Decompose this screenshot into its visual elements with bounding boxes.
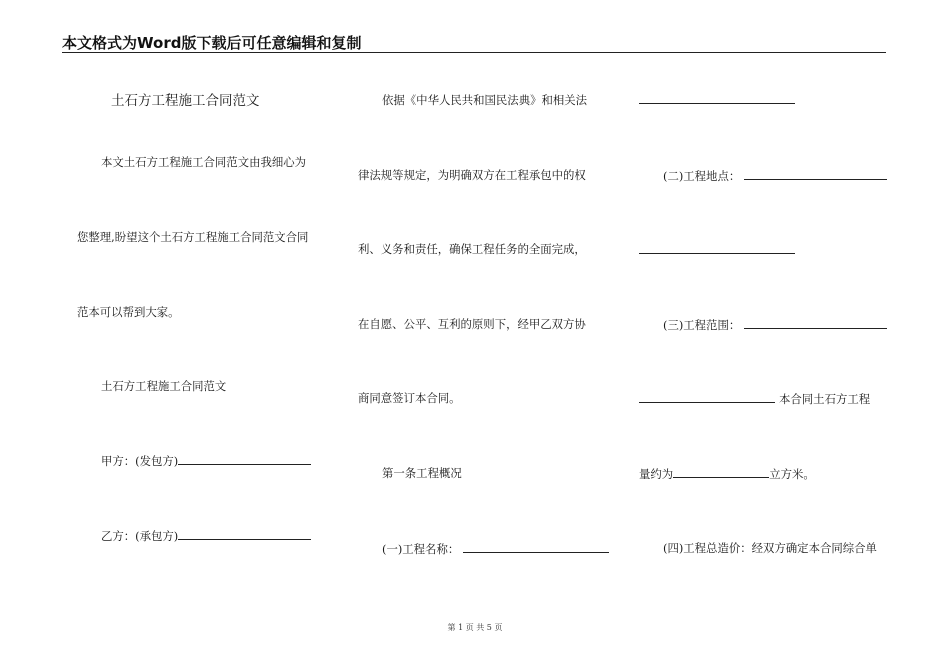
intro-line-2: 您整理,盼望这个土石方工程施工合同范文合同 — [77, 230, 309, 244]
party-b-field — [101, 528, 311, 543]
intro-line-1: 本文土石方工程施工合同范文由我细心为 — [101, 155, 307, 169]
scope-continuation-blank — [639, 391, 775, 403]
body-line-4: 在自愿、公平、互利的原则下，经甲乙双方协 — [358, 317, 586, 331]
volume-prefix: 量约为 — [639, 467, 674, 481]
volume-blank — [673, 466, 769, 478]
header-rule — [62, 52, 886, 53]
article-1-heading: 第一条工程概况 — [382, 466, 462, 480]
scope-continuation — [639, 391, 870, 406]
scope-continuation-text: 本合同土石方工程 — [779, 392, 871, 406]
project-location-field — [663, 168, 887, 183]
project-scope-field — [663, 317, 887, 332]
project-name-field — [382, 541, 609, 556]
volume-field — [639, 466, 815, 481]
project-name-label: (一)工程名称： — [382, 542, 460, 556]
body-line-5: 商同意签订本合同。 — [358, 391, 461, 405]
party-a-field — [101, 453, 311, 468]
project-location-label: (二)工程地点： — [663, 169, 741, 183]
section-subtitle: 土石方工程施工合同范文 — [101, 379, 227, 393]
body-line-3: 利、义务和责任，确保工程任务的全面完成， — [358, 242, 586, 256]
document-header: 本文格式为Word版下载后可任意编辑和复制 — [62, 34, 362, 52]
document-title: 土石方工程施工合同范文 — [111, 93, 260, 109]
body-line-1: 依据《中华人民共和国民法典》和相关法 — [382, 93, 588, 107]
intro-line-3: 范本可以帮到大家。 — [77, 305, 180, 319]
project-name-blank — [463, 541, 609, 553]
volume-suffix: 立方米。 — [769, 467, 815, 481]
total-cost-line: (四)工程总造价：经双方确定本合同综合单 — [663, 541, 877, 555]
continuation-blank-2 — [639, 253, 795, 254]
party-a-blank — [178, 453, 311, 465]
party-b-label: 乙方：(承包方) — [101, 529, 179, 543]
body-line-2: 律法规等规定，为明确双方在工程承包中的权 — [358, 168, 586, 182]
project-scope-blank — [744, 317, 887, 329]
party-a-label: 甲方：(发包方) — [101, 454, 179, 468]
party-b-blank — [178, 528, 311, 540]
continuation-blank-1 — [639, 103, 795, 104]
project-location-blank — [744, 168, 887, 180]
page-footer: 第 1 页 共 5 页 — [447, 623, 503, 632]
project-scope-label: (三)工程范围： — [663, 318, 741, 332]
